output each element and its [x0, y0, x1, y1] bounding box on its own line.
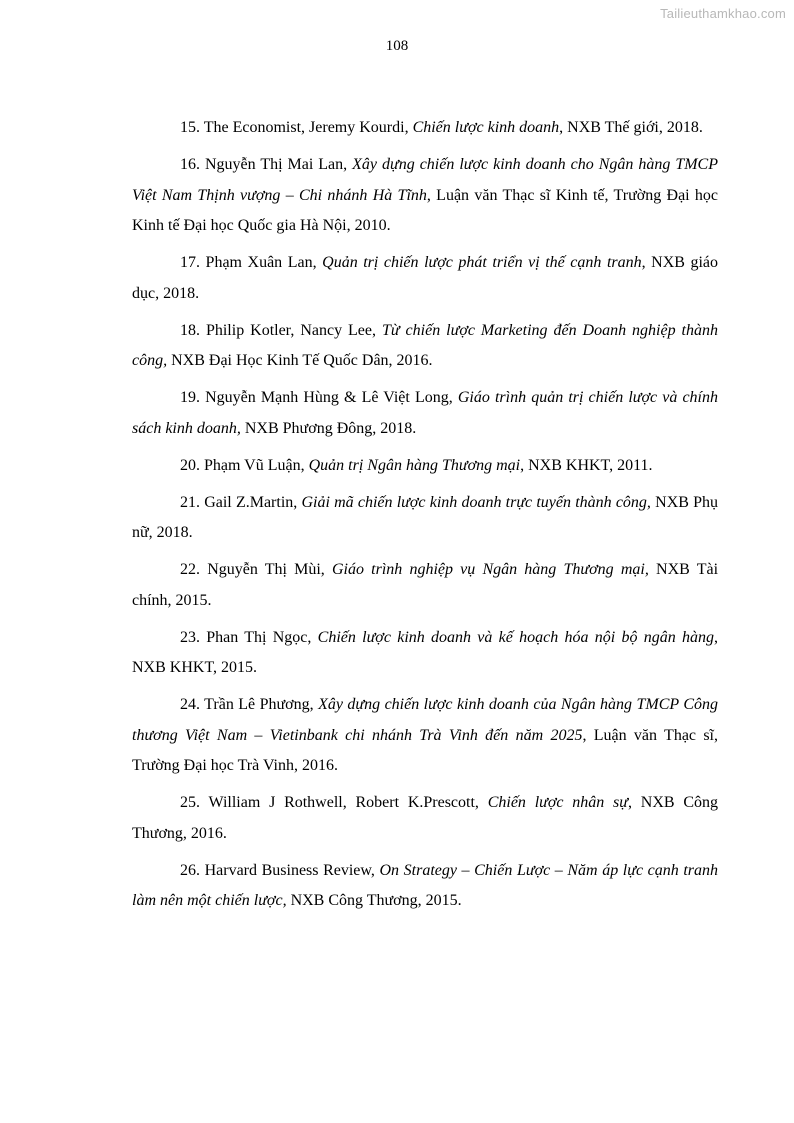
reference-item	[132, 690, 718, 782]
reference-list	[132, 113, 718, 923]
reference-item	[132, 248, 718, 309]
reference-number: 20.	[180, 456, 200, 474]
reference-publisher: , Luận văn Thạc sĩ, Trường Đại học Trà Vinh, 2016.	[132, 726, 718, 774]
reference-publisher: , NXB KHKT, 2015.	[132, 628, 718, 676]
reference-authors: William J Rothwell, Robert K.Prescott,	[208, 794, 488, 811]
reference-title: Từ chiến lược Marketing đến Doanh nghiệp thành công,	[132, 321, 719, 369]
reference-item	[132, 113, 718, 144]
reference-authors: Philip Kotler, Nancy Lee,	[205, 321, 382, 339]
reference-item	[132, 623, 718, 684]
reference-title: Xây dựng chiến lược kinh doanh của Ngân hàng TMCP Công thương Việt Nam – Vietinbank chi nhánh Trà Vinh đến năm 2025	[132, 696, 719, 744]
reference-publisher: , Luận văn Thạc sĩ Kinh tế, Trường Đại học Kinh tế Đại học Quốc gia Hà Nội, 2010.	[132, 186, 719, 234]
reference-authors: Phạm Vũ Luận,	[204, 456, 309, 474]
reference-number: 26.	[180, 861, 200, 879]
reference-number: 21.	[180, 493, 200, 511]
reference-item	[132, 383, 718, 444]
reference-number: 19.	[180, 389, 200, 406]
reference-item	[132, 555, 718, 616]
reference-authors: Harvard Business Review,	[204, 861, 380, 879]
reference-number: 25.	[180, 794, 200, 811]
reference-item	[132, 316, 718, 377]
reference-publisher: NXB Đại Học Kinh Tế Quốc Dân, 2016.	[167, 352, 433, 369]
reference-title: On Strategy – Chiến Lược – Năm áp lực cạnh tranh làm nên một chiến lược,	[132, 861, 718, 909]
reference-number: 18.	[180, 321, 200, 339]
reference-authors: Phạm Xuân Lan,	[205, 254, 323, 271]
reference-publisher: , NXB giáo dục, 2018.	[132, 254, 719, 302]
reference-title: Quản trị Ngân hàng Thương mại	[308, 456, 521, 474]
reference-title: Chiến lược nhân sự	[487, 794, 629, 811]
reference-authors: Nguyễn Thị Mai Lan,	[204, 156, 353, 173]
reference-publisher: , NXB Công Thương, 2016.	[132, 794, 719, 842]
reference-publisher: NXB Phương Đông, 2018.	[240, 419, 417, 437]
reference-item	[132, 856, 718, 917]
watermark-text: Tailieuthamkhao.com	[660, 6, 786, 21]
reference-item	[132, 451, 718, 482]
reference-title: Quản trị chiến lược phát triển vị thế cạnh tranh	[322, 254, 642, 271]
reference-title: Giáo trình nghiệp vụ Ngân hàng Thương mại,	[331, 561, 649, 578]
reference-title: Xây dựng chiến lược kinh doanh cho Ngân hàng TMCP Việt Nam Thịnh vượng – Chi nhánh Hà Tĩnh	[132, 156, 719, 204]
reference-title: Giải mã chiến lược kinh doanh trực tuyến thành công,	[301, 493, 651, 511]
reference-number: 15.	[180, 119, 200, 136]
reference-number: 16.	[180, 156, 200, 173]
reference-publisher: , NXB Thế giới, 2018.	[559, 119, 703, 136]
reference-item	[132, 488, 718, 549]
reference-title: Chiến lược kinh doanh và kế hoạch hóa nội bộ ngân hàng	[317, 628, 714, 646]
reference-number: 24.	[180, 696, 200, 713]
reference-authors: Nguyễn Thị Mùi,	[207, 561, 332, 578]
reference-title: Giáo trình quản trị chiến lược và chính sách kinh doanh,	[132, 389, 719, 437]
reference-number: 23.	[180, 628, 200, 646]
reference-publisher: , NXB KHKT, 2011.	[520, 456, 653, 474]
page-number: 108	[385, 38, 409, 54]
reference-number: 17.	[180, 254, 200, 271]
reference-publisher: NXB Tài chính, 2015.	[132, 561, 719, 609]
reference-authors: Trần Lê Phương,	[204, 696, 319, 713]
reference-publisher: NXB Công Thương, 2015.	[286, 892, 462, 909]
reference-publisher: NXB Phụ nữ, 2018.	[132, 493, 719, 541]
reference-authors: Phan Thị Ngọc,	[206, 628, 318, 646]
reference-item	[132, 788, 718, 849]
reference-title: Chiến lược kinh doanh	[412, 119, 560, 136]
reference-authors: Gail Z.Martin,	[204, 493, 302, 511]
reference-authors: Nguyễn Mạnh Hùng & Lê Việt Long,	[205, 389, 458, 406]
reference-number: 22.	[180, 561, 200, 578]
reference-authors: The Economist, Jeremy Kourdi,	[203, 119, 413, 136]
reference-item	[132, 150, 718, 242]
